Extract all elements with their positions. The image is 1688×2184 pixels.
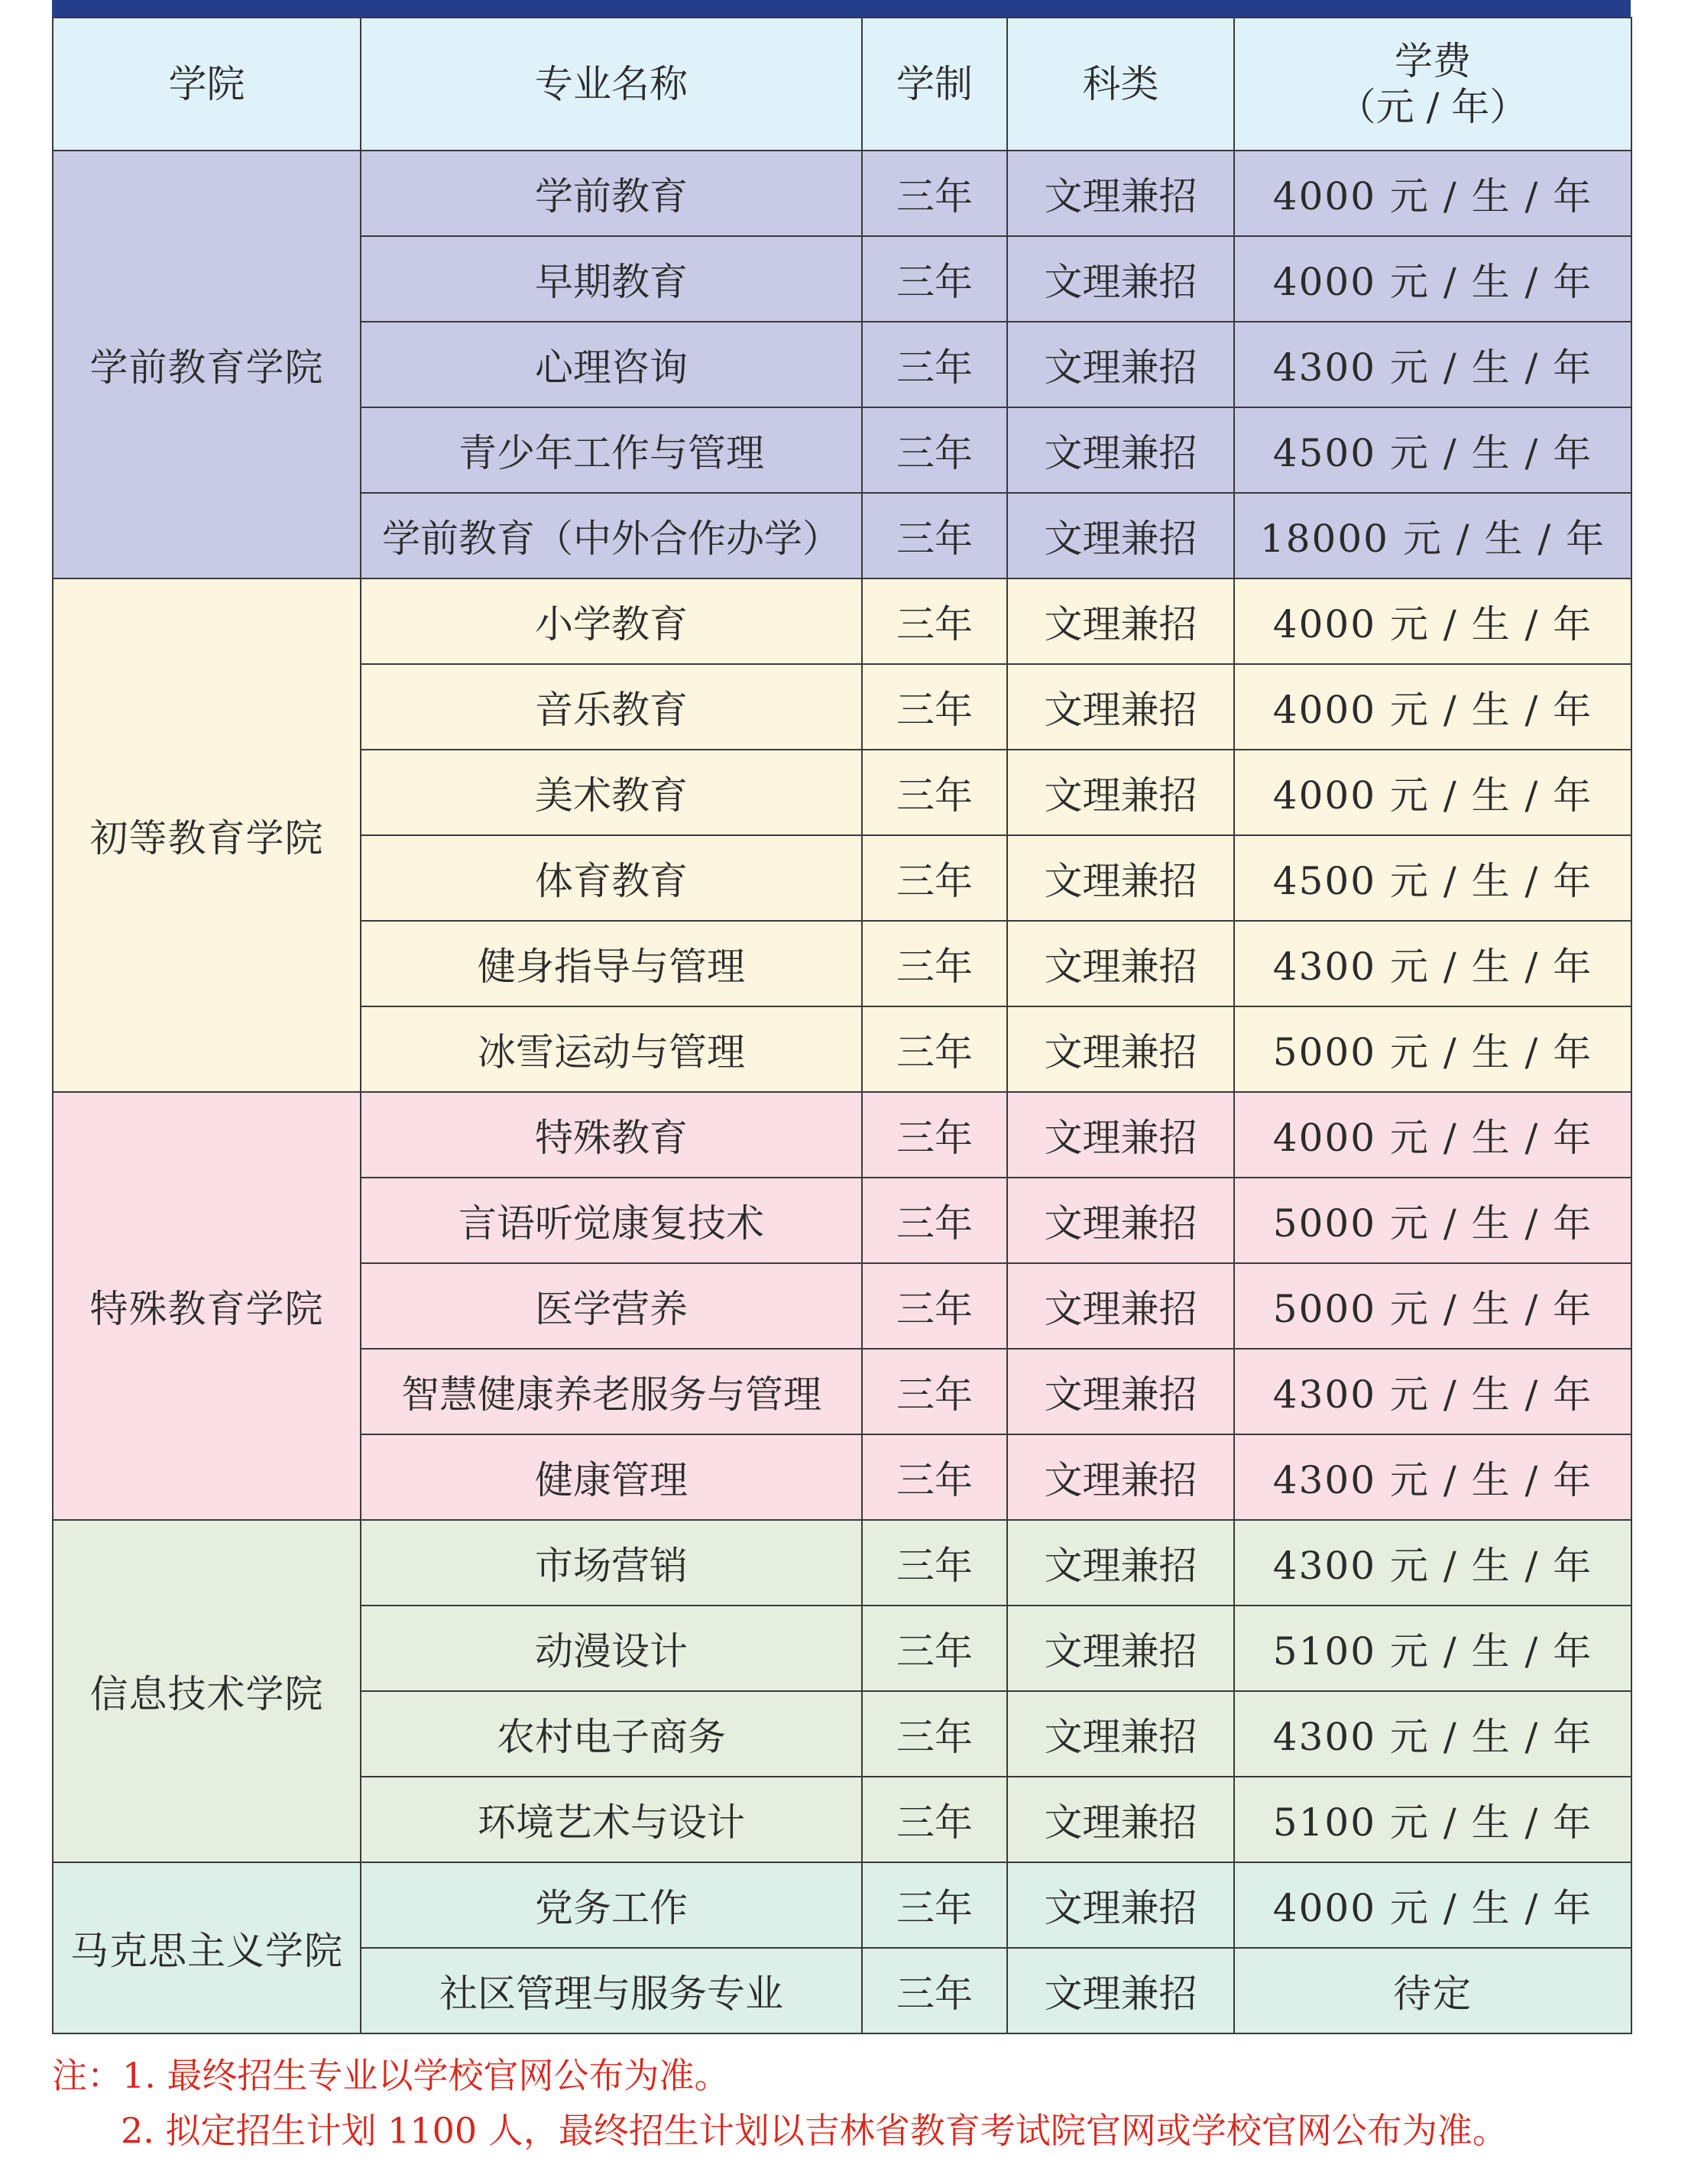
fee-cell: 4500 元 / 生 / 年 [1234, 835, 1631, 921]
college-cell: 信息技术学院 [53, 1520, 361, 1862]
category-cell: 文理兼招 [1007, 1178, 1234, 1263]
major-cell: 动漫设计 [361, 1606, 862, 1691]
category-cell: 文理兼招 [1007, 151, 1234, 236]
category-cell: 文理兼招 [1007, 921, 1234, 1006]
major-cell: 农村电子商务 [361, 1691, 862, 1777]
duration-cell: 三年 [862, 664, 1007, 750]
category-cell: 文理兼招 [1007, 322, 1234, 407]
duration-cell: 三年 [862, 1263, 1007, 1349]
fee-cell: 4300 元 / 生 / 年 [1234, 322, 1631, 407]
header-fee [1234, 18, 1631, 151]
category-cell: 文理兼招 [1007, 407, 1234, 493]
fee-cell: 4300 元 / 生 / 年 [1234, 1434, 1631, 1520]
duration-cell: 三年 [862, 1092, 1007, 1178]
table-row [53, 1092, 1631, 1178]
college-cell: 初等教育学院 [53, 578, 361, 1092]
major-cell: 音乐教育 [361, 664, 862, 750]
major-cell: 小学教育 [361, 578, 862, 664]
fee-cell: 4000 元 / 生 / 年 [1234, 1092, 1631, 1178]
fee-cell: 4500 元 / 生 / 年 [1234, 407, 1631, 493]
major-cell: 智慧健康养老服务与管理 [361, 1349, 862, 1434]
category-cell: 文理兼招 [1007, 236, 1234, 322]
category-cell: 文理兼招 [1007, 1606, 1234, 1691]
fee-cell: 4300 元 / 生 / 年 [1234, 921, 1631, 1006]
category-cell: 文理兼招 [1007, 1434, 1234, 1520]
category-cell: 文理兼招 [1007, 1948, 1234, 2033]
major-cell: 医学营养 [361, 1263, 862, 1349]
notes [52, 2048, 1631, 2158]
major-cell: 环境艺术与设计 [361, 1777, 862, 1862]
duration-cell: 三年 [862, 1777, 1007, 1862]
major-cell: 言语听觉康复技术 [361, 1178, 862, 1263]
major-cell: 健身指导与管理 [361, 921, 862, 1006]
table-body [53, 151, 1631, 2033]
duration-cell: 三年 [862, 1606, 1007, 1691]
duration-cell: 三年 [862, 322, 1007, 407]
major-cell: 学前教育（中外合作办学） [361, 493, 862, 578]
college-cell: 马克思主义学院 [53, 1862, 361, 2033]
major-cell: 市场营销 [361, 1520, 862, 1606]
fee-cell: 4000 元 / 生 / 年 [1234, 664, 1631, 750]
fee-cell: 5000 元 / 生 / 年 [1234, 1178, 1631, 1263]
duration-cell: 三年 [862, 493, 1007, 578]
duration-cell: 三年 [862, 407, 1007, 493]
category-cell: 文理兼招 [1007, 578, 1234, 664]
category-cell: 文理兼招 [1007, 493, 1234, 578]
duration-cell: 三年 [862, 1349, 1007, 1434]
table-row [53, 1520, 1631, 1606]
duration-cell: 三年 [862, 151, 1007, 236]
duration-cell: 三年 [862, 1862, 1007, 1948]
category-cell: 文理兼招 [1007, 750, 1234, 835]
note-2: 2. 拟定招生计划 1100 人，最终招生计划以吉林省教育考试院官网或学校官网公布为准。 [121, 2110, 1508, 2151]
duration-cell: 三年 [862, 1948, 1007, 2033]
category-cell: 文理兼招 [1007, 1349, 1234, 1434]
category-cell: 文理兼招 [1007, 1263, 1234, 1349]
fee-cell: 待定 [1234, 1948, 1631, 2033]
duration-cell: 三年 [862, 835, 1007, 921]
major-cell: 学前教育 [361, 151, 862, 236]
duration-cell: 三年 [862, 1691, 1007, 1777]
duration-cell: 三年 [862, 921, 1007, 1006]
header-college: 学院 [53, 18, 361, 151]
fee-cell: 4000 元 / 生 / 年 [1234, 750, 1631, 835]
duration-cell: 三年 [862, 1434, 1007, 1520]
duration-cell: 三年 [862, 1178, 1007, 1263]
major-cell: 社区管理与服务专业 [361, 1948, 862, 2033]
duration-cell: 三年 [862, 1006, 1007, 1092]
table-row [53, 151, 1631, 236]
table-row [53, 578, 1631, 664]
table-header-row [53, 18, 1631, 151]
tuition-table [52, 17, 1632, 2034]
category-cell: 文理兼招 [1007, 1006, 1234, 1092]
fee-cell: 18000 元 / 生 / 年 [1234, 493, 1631, 578]
major-cell: 体育教育 [361, 835, 862, 921]
fee-cell: 5100 元 / 生 / 年 [1234, 1777, 1631, 1862]
category-cell: 文理兼招 [1007, 664, 1234, 750]
category-cell: 文理兼招 [1007, 1691, 1234, 1777]
top-accent-bar [52, 0, 1631, 17]
major-cell: 早期教育 [361, 236, 862, 322]
duration-cell: 三年 [862, 236, 1007, 322]
table-row [53, 1862, 1631, 1948]
fee-cell: 4000 元 / 生 / 年 [1234, 1862, 1631, 1948]
fee-cell: 4000 元 / 生 / 年 [1234, 236, 1631, 322]
fee-cell: 4300 元 / 生 / 年 [1234, 1691, 1631, 1777]
fee-cell: 4000 元 / 生 / 年 [1234, 151, 1631, 236]
note-1: 注：1. 最终招生专业以学校官网公布为准。 [52, 2055, 730, 2096]
fee-cell: 5000 元 / 生 / 年 [1234, 1006, 1631, 1092]
category-cell: 文理兼招 [1007, 835, 1234, 921]
category-cell: 文理兼招 [1007, 1862, 1234, 1948]
major-cell: 健康管理 [361, 1434, 862, 1520]
duration-cell: 三年 [862, 1520, 1007, 1606]
header-duration: 学制 [862, 18, 1007, 151]
header-fee-unit: （元 / 年） [1337, 85, 1528, 129]
major-cell: 青少年工作与管理 [361, 407, 862, 493]
category-cell: 文理兼招 [1007, 1777, 1234, 1862]
fee-cell: 4300 元 / 生 / 年 [1234, 1520, 1631, 1606]
fee-cell: 4000 元 / 生 / 年 [1234, 578, 1631, 664]
fee-cell: 4300 元 / 生 / 年 [1234, 1349, 1631, 1434]
header-fee-title: 学费 [1395, 39, 1471, 83]
category-cell: 文理兼招 [1007, 1092, 1234, 1178]
major-cell: 心理咨询 [361, 322, 862, 407]
category-cell: 文理兼招 [1007, 1520, 1234, 1606]
fee-cell: 5000 元 / 生 / 年 [1234, 1263, 1631, 1349]
college-cell: 学前教育学院 [53, 151, 361, 578]
header-major: 专业名称 [361, 18, 862, 151]
header-category: 科类 [1007, 18, 1234, 151]
major-cell: 美术教育 [361, 750, 862, 835]
major-cell: 党务工作 [361, 1862, 862, 1948]
fee-cell: 5100 元 / 生 / 年 [1234, 1606, 1631, 1691]
duration-cell: 三年 [862, 578, 1007, 664]
college-cell: 特殊教育学院 [53, 1092, 361, 1520]
duration-cell: 三年 [862, 750, 1007, 835]
major-cell: 冰雪运动与管理 [361, 1006, 862, 1092]
major-cell: 特殊教育 [361, 1092, 862, 1178]
